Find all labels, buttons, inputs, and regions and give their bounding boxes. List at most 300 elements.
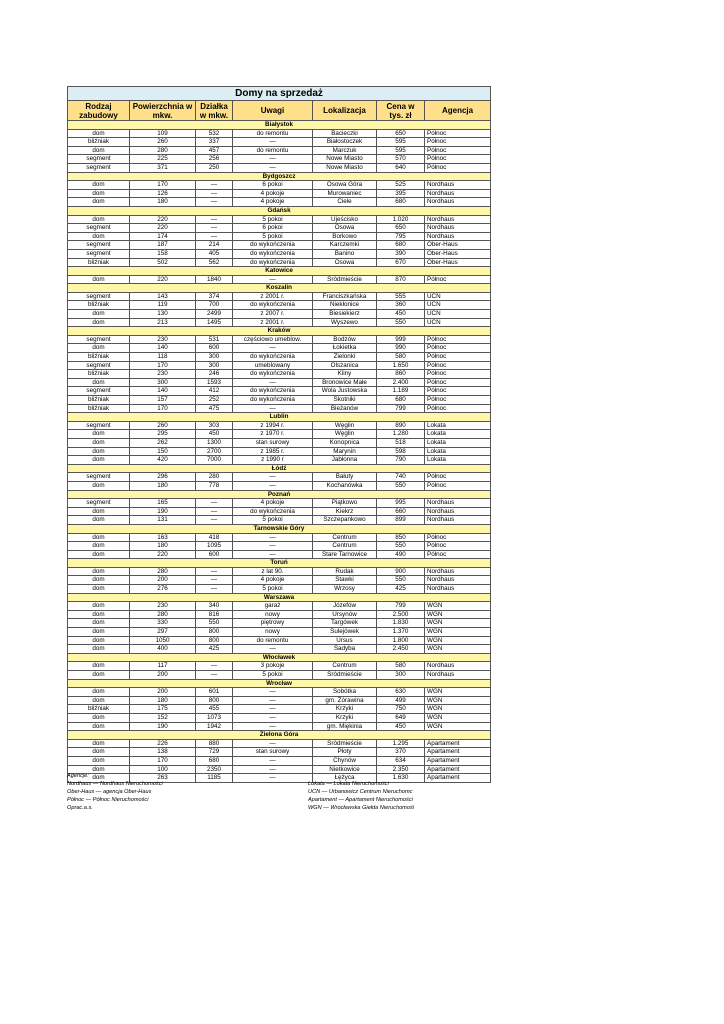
houses-table (67, 86, 491, 783)
price-cell: 360 (377, 301, 425, 310)
type-cell: dom (68, 713, 130, 722)
area-cell: 152 (130, 713, 196, 722)
type-cell: segment (68, 292, 130, 301)
plot-cell: 1840 (196, 275, 233, 284)
plot-cell: — (196, 585, 233, 594)
table-row (68, 748, 491, 757)
agency-cell: Apartament (425, 748, 491, 757)
table-row (68, 421, 491, 430)
type-cell: dom (68, 567, 130, 576)
location-cell: Kliny (313, 370, 377, 379)
location-cell: Borkowo (313, 232, 377, 241)
type-cell: segment (68, 499, 130, 508)
notes-cell: do wykończenia (233, 396, 313, 405)
agency-cell: Północ (425, 146, 491, 155)
city-row (68, 559, 491, 568)
plot-cell: — (196, 671, 233, 680)
table-row (68, 671, 491, 680)
price-cell: 900 (377, 567, 425, 576)
agency-cell: UCN (425, 301, 491, 310)
city-name: Łódź (68, 464, 491, 473)
price-cell: 550 (377, 481, 425, 490)
table-row (68, 361, 491, 370)
notes-cell: 5 pokoi (233, 232, 313, 241)
type-cell: dom (68, 344, 130, 353)
price-cell: 595 (377, 138, 425, 147)
agency-cell: Apartament (425, 765, 491, 774)
notes-cell: do remontu (233, 146, 313, 155)
price-cell: 550 (377, 576, 425, 585)
table-row (68, 628, 491, 637)
notes-cell: 5 pokoi (233, 585, 313, 594)
area-cell: 230 (130, 335, 196, 344)
plot-cell: 532 (196, 129, 233, 138)
table-row (68, 739, 491, 748)
notes-cell: — (233, 774, 313, 783)
notes-cell: — (233, 713, 313, 722)
header-area: Powierzchnia w mkw. (130, 101, 196, 121)
type-cell: dom (68, 688, 130, 697)
area-cell: 140 (130, 387, 196, 396)
notes-cell: — (233, 722, 313, 731)
table-row (68, 542, 491, 551)
table-row (68, 499, 491, 508)
area-cell: 297 (130, 628, 196, 637)
price-cell: 795 (377, 232, 425, 241)
plot-cell: — (196, 567, 233, 576)
notes-cell: stan surowy (233, 748, 313, 757)
notes-cell: do wykończenia (233, 387, 313, 396)
type-cell: dom (68, 215, 130, 224)
notes-cell: — (233, 533, 313, 542)
agency-cell: WGN (425, 619, 491, 628)
table-row (68, 310, 491, 319)
agency-cell: Północ (425, 361, 491, 370)
location-cell: Nowe Miasto (313, 163, 377, 172)
table-row (68, 585, 491, 594)
legend-item: Nordhaus — Nordhaus Nieruchomości (67, 781, 163, 787)
plot-cell: 700 (196, 301, 233, 310)
type-cell: segment (68, 387, 130, 396)
area-cell: 100 (130, 765, 196, 774)
plot-cell: — (196, 576, 233, 585)
city-name: Kraków (68, 327, 491, 336)
table-row (68, 378, 491, 387)
header-row (68, 101, 491, 121)
price-cell: 550 (377, 542, 425, 551)
area-cell: 200 (130, 688, 196, 697)
plot-cell: 1300 (196, 438, 233, 447)
plot-cell: 455 (196, 705, 233, 714)
city-row (68, 413, 491, 422)
agency-cell: Północ (425, 155, 491, 164)
table-row (68, 370, 491, 379)
location-cell: Osowa (313, 258, 377, 267)
type-cell: dom (68, 542, 130, 551)
notes-cell: piętrowy (233, 619, 313, 628)
legend-item: WGN — Wrocławska Giełda Nieruchomośi (308, 805, 414, 811)
agency-cell: Nordhaus (425, 585, 491, 594)
table-row (68, 353, 491, 362)
location-cell: Węglin (313, 421, 377, 430)
type-cell: dom (68, 275, 130, 284)
agency-cell: Lokata (425, 438, 491, 447)
notes-cell: do wykończenia (233, 370, 313, 379)
type-cell: segment (68, 241, 130, 250)
plot-cell: 1095 (196, 542, 233, 551)
agency-cell: Północ (425, 404, 491, 413)
agency-cell: Lokata (425, 447, 491, 456)
location-cell: Marczuk (313, 146, 377, 155)
table-row (68, 189, 491, 198)
table-title-row (68, 87, 491, 101)
agency-cell: Nordhaus (425, 662, 491, 671)
notes-cell: nowy (233, 610, 313, 619)
city-name: Zielona Góra (68, 731, 491, 740)
price-cell: 680 (377, 396, 425, 405)
agency-cell: WGN (425, 645, 491, 654)
type-cell: dom (68, 430, 130, 439)
plot-cell: 601 (196, 688, 233, 697)
plot-cell: 246 (196, 370, 233, 379)
city-row (68, 172, 491, 181)
type-cell: segment (68, 224, 130, 233)
area-cell: 262 (130, 438, 196, 447)
location-cell: Stawki (313, 576, 377, 585)
location-cell: Ujeścisko (313, 215, 377, 224)
area-cell: 263 (130, 774, 196, 783)
price-cell: 580 (377, 353, 425, 362)
table-row (68, 344, 491, 353)
type-cell: dom (68, 181, 130, 190)
price-cell: 1.650 (377, 361, 425, 370)
type-cell: bliźniak (68, 258, 130, 267)
legend-heading: Agencje: (67, 773, 89, 779)
area-cell: 400 (130, 645, 196, 654)
price-cell: 670 (377, 258, 425, 267)
area-cell: 276 (130, 585, 196, 594)
notes-cell: z 2001 r. (233, 292, 313, 301)
notes-cell: — (233, 155, 313, 164)
type-cell: dom (68, 456, 130, 465)
type-cell: dom (68, 378, 130, 387)
legend-item: UCN — Urbanowicz Centrum Nieruchomc (308, 789, 413, 795)
price-cell: 650 (377, 224, 425, 233)
type-cell: segment (68, 163, 130, 172)
type-cell: dom (68, 481, 130, 490)
type-cell: bliźniak (68, 138, 130, 147)
location-cell: Chynów (313, 756, 377, 765)
price-cell: 550 (377, 318, 425, 327)
agency-cell: Nordhaus (425, 576, 491, 585)
agency-cell: WGN (425, 705, 491, 714)
location-cell: Centrum (313, 533, 377, 542)
plot-cell: 800 (196, 636, 233, 645)
area-cell: 213 (130, 318, 196, 327)
plot-cell: — (196, 198, 233, 207)
notes-cell: — (233, 765, 313, 774)
notes-cell: — (233, 481, 313, 490)
price-cell: 570 (377, 155, 425, 164)
type-cell: dom (68, 662, 130, 671)
area-cell: 200 (130, 671, 196, 680)
plot-cell: — (196, 189, 233, 198)
table-row (68, 430, 491, 439)
plot-cell: 2499 (196, 310, 233, 319)
agency-cell: Nordhaus (425, 215, 491, 224)
area-cell: 260 (130, 138, 196, 147)
type-cell: dom (68, 722, 130, 731)
notes-cell: z lat 90. (233, 567, 313, 576)
table-row (68, 610, 491, 619)
area-cell: 158 (130, 249, 196, 258)
type-cell: dom (68, 576, 130, 585)
location-cell: Wrzosy (313, 585, 377, 594)
area-cell: 126 (130, 189, 196, 198)
plot-cell: 450 (196, 430, 233, 439)
type-cell: dom (68, 129, 130, 138)
agency-cell: Lokata (425, 430, 491, 439)
city-row (68, 206, 491, 215)
location-cell: Bałuty (313, 473, 377, 482)
type-cell: dom (68, 507, 130, 516)
agency-cell: Nordhaus (425, 567, 491, 576)
agency-cell: Północ (425, 542, 491, 551)
price-cell: 650 (377, 129, 425, 138)
location-cell: Wola Justowska (313, 387, 377, 396)
price-cell: 1.370 (377, 628, 425, 637)
location-cell: Rudak (313, 567, 377, 576)
area-cell: 131 (130, 516, 196, 525)
table-row (68, 155, 491, 164)
notes-cell: z 1985 r. (233, 447, 313, 456)
agency-cell: WGN (425, 602, 491, 611)
type-cell: dom (68, 516, 130, 525)
city-name: Warszawa (68, 593, 491, 602)
type-cell: dom (68, 447, 130, 456)
area-cell: 180 (130, 198, 196, 207)
agency-cell: Nordhaus (425, 499, 491, 508)
table-row (68, 129, 491, 138)
plot-cell: 800 (196, 628, 233, 637)
location-cell: Szczepankowo (313, 516, 377, 525)
area-cell: 260 (130, 421, 196, 430)
agency-cell: UCN (425, 318, 491, 327)
area-cell: 140 (130, 344, 196, 353)
notes-cell: do wykończenia (233, 353, 313, 362)
notes-cell: 4 pokoje (233, 189, 313, 198)
location-cell: Krzyki (313, 713, 377, 722)
area-cell: 220 (130, 275, 196, 284)
price-cell: 450 (377, 722, 425, 731)
price-cell: 870 (377, 275, 425, 284)
agency-cell: Północ (425, 138, 491, 147)
table-row (68, 438, 491, 447)
plot-cell: 374 (196, 292, 233, 301)
legend-item: Ober-Haus — agencja Ober-Haus (67, 789, 152, 795)
notes-cell: — (233, 688, 313, 697)
location-cell: Łężyca (313, 774, 377, 783)
plot-cell: 600 (196, 550, 233, 559)
price-cell: 630 (377, 688, 425, 697)
notes-cell: garaż (233, 602, 313, 611)
table-row (68, 756, 491, 765)
area-cell: 180 (130, 481, 196, 490)
notes-cell: 4 pokoje (233, 499, 313, 508)
area-cell: 180 (130, 542, 196, 551)
type-cell: dom (68, 619, 130, 628)
plot-cell: 600 (196, 344, 233, 353)
table-row (68, 198, 491, 207)
notes-cell: — (233, 739, 313, 748)
location-cell: Sulejówek (313, 628, 377, 637)
agency-cell: Północ (425, 378, 491, 387)
price-cell: 490 (377, 550, 425, 559)
area-cell: 502 (130, 258, 196, 267)
location-cell: Ursynów (313, 610, 377, 619)
plot-cell: 729 (196, 748, 233, 757)
area-cell: 138 (130, 748, 196, 757)
price-cell: 680 (377, 241, 425, 250)
notes-cell: — (233, 378, 313, 387)
location-cell: gm. Żórawina (313, 696, 377, 705)
price-cell: 634 (377, 756, 425, 765)
city-row (68, 653, 491, 662)
area-cell: 190 (130, 722, 196, 731)
notes-cell: — (233, 542, 313, 551)
type-cell: dom (68, 671, 130, 680)
plot-cell: 550 (196, 619, 233, 628)
agency-cell: WGN (425, 722, 491, 731)
plot-cell: 880 (196, 739, 233, 748)
notes-cell: do wykończenia (233, 241, 313, 250)
price-cell: 680 (377, 198, 425, 207)
area-cell: 280 (130, 567, 196, 576)
type-cell: segment (68, 361, 130, 370)
price-cell: 555 (377, 292, 425, 301)
price-cell: 300 (377, 671, 425, 680)
plot-cell: 340 (196, 602, 233, 611)
plot-cell: 337 (196, 138, 233, 147)
table-row (68, 275, 491, 284)
location-cell: Śródmieście (313, 671, 377, 680)
location-cell: Marynin (313, 447, 377, 456)
notes-cell: 4 pokoje (233, 198, 313, 207)
notes-cell: 4 pokoje (233, 576, 313, 585)
type-cell: dom (68, 310, 130, 319)
agency-cell: Nordhaus (425, 224, 491, 233)
price-cell: 1.295 (377, 739, 425, 748)
area-cell: 220 (130, 224, 196, 233)
agency-cell: Północ (425, 387, 491, 396)
city-row (68, 524, 491, 533)
location-cell: Piątkowo (313, 499, 377, 508)
price-cell: 999 (377, 335, 425, 344)
agency-cell: Apartament (425, 774, 491, 783)
table-row (68, 181, 491, 190)
city-row (68, 490, 491, 499)
agency-cell: Ober-Haus (425, 249, 491, 258)
table-row (68, 696, 491, 705)
price-cell: 1.630 (377, 774, 425, 783)
price-cell: 395 (377, 189, 425, 198)
type-cell: bliźniak (68, 370, 130, 379)
location-cell: Krzyki (313, 705, 377, 714)
notes-cell: do remontu (233, 129, 313, 138)
plot-cell: 412 (196, 387, 233, 396)
area-cell: 220 (130, 550, 196, 559)
area-cell: 200 (130, 576, 196, 585)
plot-cell: 300 (196, 353, 233, 362)
price-cell: 518 (377, 438, 425, 447)
location-cell: Śródmieście (313, 739, 377, 748)
price-cell: 860 (377, 370, 425, 379)
table-row (68, 516, 491, 525)
notes-cell: — (233, 696, 313, 705)
table-row (68, 258, 491, 267)
notes-cell: 5 pokoi (233, 215, 313, 224)
type-cell: dom (68, 774, 130, 783)
legend-source: Oprac.a.s. (67, 805, 93, 811)
city-name: Koszalin (68, 284, 491, 293)
location-cell: Bieżanów (313, 404, 377, 413)
plot-cell: 1495 (196, 318, 233, 327)
notes-cell: — (233, 705, 313, 714)
notes-cell: — (233, 163, 313, 172)
notes-cell: częściowo umeblow. (233, 335, 313, 344)
table-row (68, 138, 491, 147)
legend-item: Lokata — Lokata Nieruchomości (308, 781, 389, 787)
agency-cell: Północ (425, 129, 491, 138)
plot-cell: 562 (196, 258, 233, 267)
plot-cell: 680 (196, 756, 233, 765)
area-cell: 163 (130, 533, 196, 542)
agency-cell: Ober-Haus (425, 241, 491, 250)
agency-cell: Północ (425, 370, 491, 379)
type-cell: dom (68, 198, 130, 207)
plot-cell: — (196, 232, 233, 241)
header-type: Rodzaj zabudowy (68, 101, 130, 121)
location-cell: Kochanówka (313, 481, 377, 490)
city-row (68, 284, 491, 293)
table-row (68, 481, 491, 490)
notes-cell: 6 pokoi (233, 224, 313, 233)
area-cell: 170 (130, 361, 196, 370)
city-name: Lublin (68, 413, 491, 422)
table-row (68, 636, 491, 645)
table-row (68, 713, 491, 722)
plot-cell: 214 (196, 241, 233, 250)
agency-cell: Apartament (425, 756, 491, 765)
location-cell: Nowe Miasto (313, 155, 377, 164)
location-cell: Wyszewo (313, 318, 377, 327)
agency-cell: Nordhaus (425, 198, 491, 207)
plot-cell: 1942 (196, 722, 233, 731)
price-cell: 649 (377, 713, 425, 722)
area-cell: 300 (130, 378, 196, 387)
type-cell: segment (68, 249, 130, 258)
notes-cell: do wykończenia (233, 258, 313, 267)
table-row (68, 602, 491, 611)
location-cell: Białostoczek (313, 138, 377, 147)
agency-cell: WGN (425, 688, 491, 697)
area-cell: 371 (130, 163, 196, 172)
area-cell: 165 (130, 499, 196, 508)
area-cell: 170 (130, 181, 196, 190)
plot-cell: 7000 (196, 456, 233, 465)
location-cell: Olszanica (313, 361, 377, 370)
location-cell: Ursus (313, 636, 377, 645)
